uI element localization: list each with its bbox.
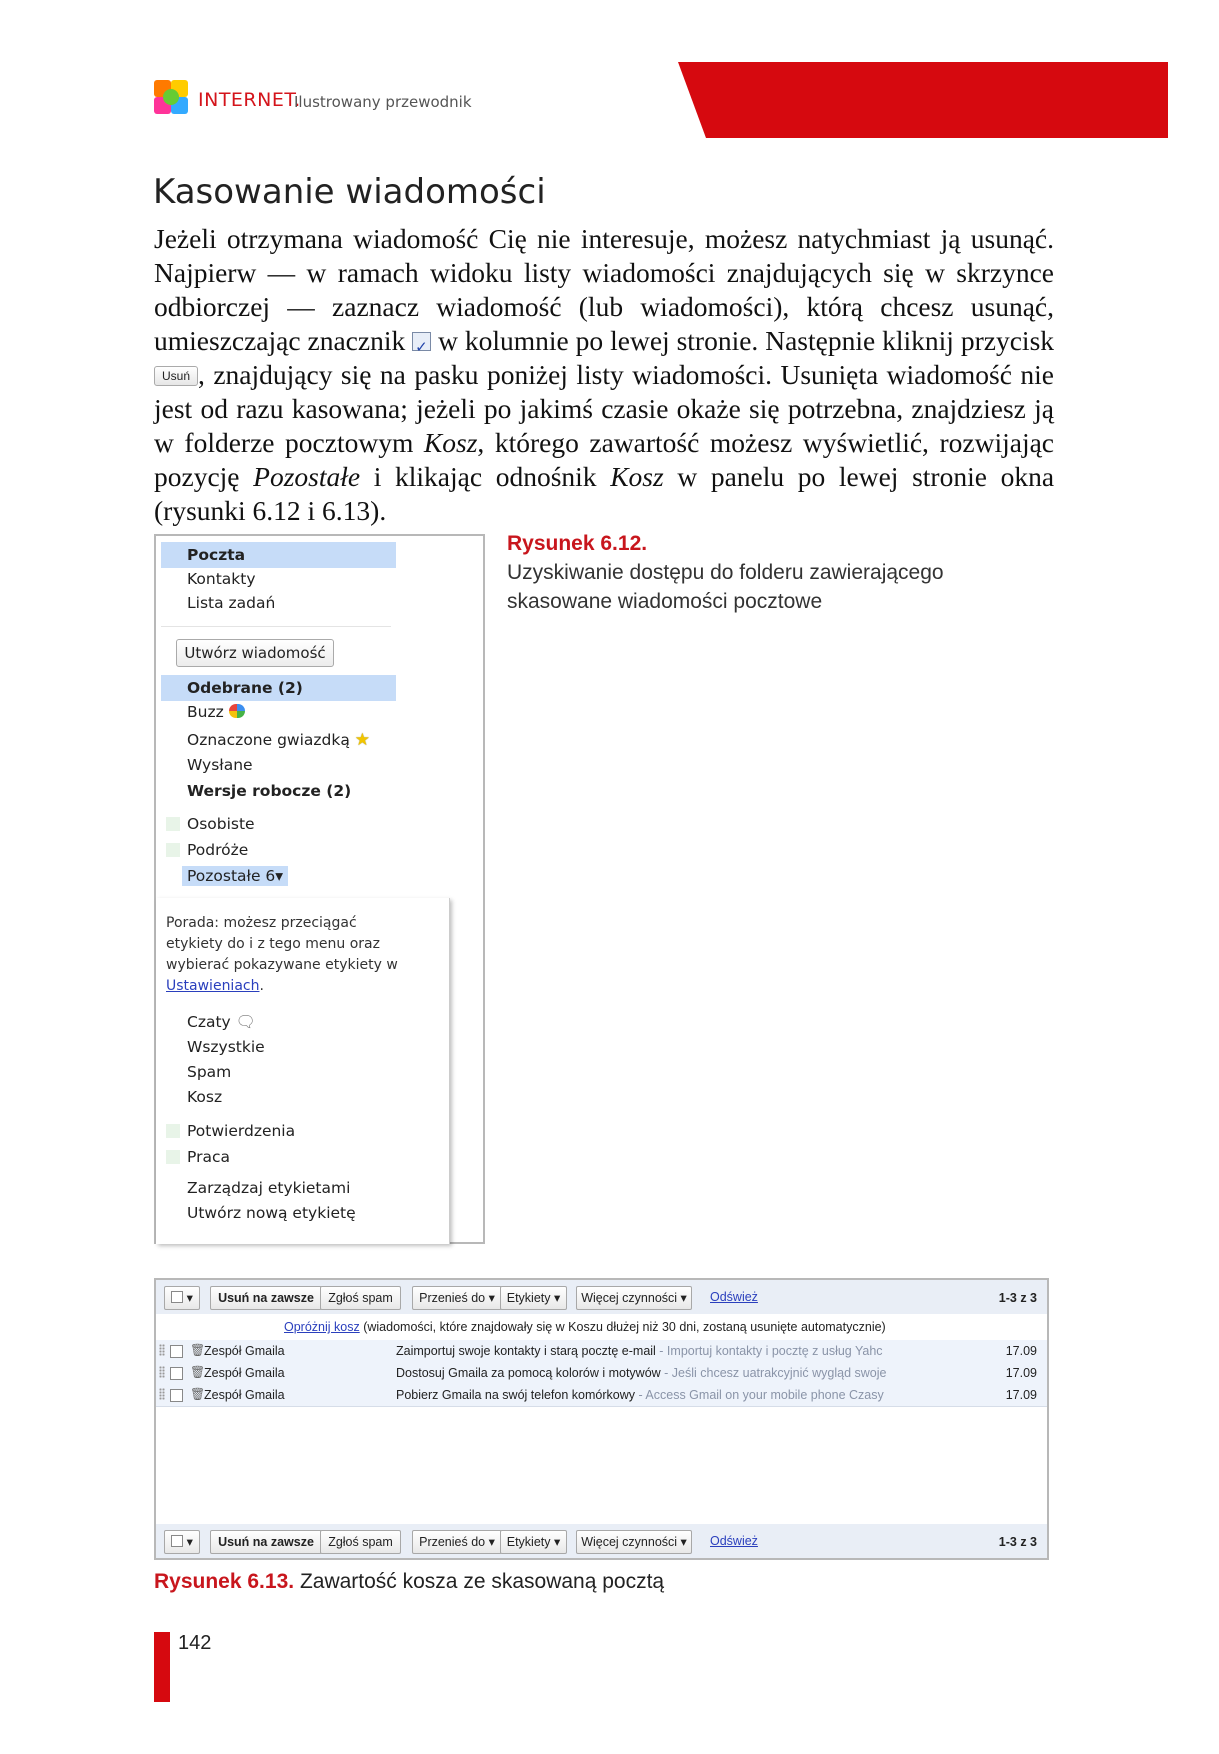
nav-mail[interactable]: Poczta: [187, 546, 246, 564]
message-row[interactable]: [156, 1340, 1047, 1363]
label-color-swatch: [166, 1124, 180, 1138]
text-part: i klikając odnośnik: [373, 461, 597, 492]
create-label-link[interactable]: Utwórz nową etykietę: [187, 1204, 356, 1222]
select-checkbox-icon: [171, 1291, 183, 1303]
figure-6-13-caption-text: Zawartość kosza ze skasowaną pocztą: [299, 1570, 665, 1593]
text-part: w kolumnie po lewej stronie. Następnie kliknij przycisk: [438, 325, 1055, 356]
row-checkbox[interactable]: [170, 1389, 183, 1402]
select-arrow: ▾: [186, 1291, 193, 1305]
item-name-pozostale: Pozostałe: [253, 461, 361, 492]
folder-inbox[interactable]: Odebrane (2): [187, 679, 303, 697]
tip-line: [166, 976, 398, 997]
figure-6-13-caption-title: Rysunek 6.13.: [154, 1570, 295, 1593]
trash-icon: 🗑: [190, 1387, 206, 1401]
row-checkbox[interactable]: [170, 1367, 183, 1380]
compose-button[interactable]: Utwórz wiadomość: [176, 639, 334, 667]
tip-line: wybierać pokazywane etykiety w: [166, 957, 398, 973]
refresh-link[interactable]: Odśwież: [710, 1534, 758, 1548]
label-podroze[interactable]: Podróże: [187, 841, 249, 859]
link-name-kosz: Kosz: [610, 461, 664, 492]
nav-tasks[interactable]: Lista zadań: [187, 594, 276, 612]
header-red-band: [678, 62, 1168, 138]
message-count: 1-3 z 3: [998, 1291, 1037, 1305]
text-part: Jeżeli otrzymana wiadomość Cię nie interesuje, możesz natychmiast ją usunąć. Najpierw — w ramach widoku listy wiadomości znajdujących się w skrzynce odbiorczej — zaznacz wiadomość (lub wiadomości), którą chcesz usunąć, umieszczając znacznik: [154, 223, 1054, 356]
tip-end: .: [259, 978, 264, 994]
delete-forever-button[interactable]: Usuń na zawsze: [210, 1286, 322, 1310]
tip-text: [166, 913, 398, 997]
message-sender: Zespół Gmaila: [204, 1388, 285, 1402]
message-subject-line: [396, 1344, 883, 1358]
move-to-button[interactable]: Przenieś do ▾: [412, 1286, 502, 1310]
message-snippet: - Access Gmail on your mobile phone Czasy: [635, 1388, 884, 1402]
star-icon: ★: [354, 730, 371, 750]
message-subject: Pobierz Gmaila na swój telefon komórkowy: [396, 1388, 635, 1402]
text-part: , którego zawartość możesz wyświetlić, rozwijając pozycję: [154, 427, 1054, 492]
folder-all[interactable]: Wszystkie: [187, 1038, 265, 1056]
figure-6-12-gmail-sidebar: [154, 534, 485, 1244]
tip-line: Porada: możesz przeciągać: [166, 915, 357, 931]
folder-trash[interactable]: Kosz: [187, 1088, 223, 1106]
section-title: Kasowanie wiadomości: [153, 172, 546, 212]
move-to-button[interactable]: Przenieś do ▾: [412, 1530, 502, 1554]
trash-icon: 🗑: [190, 1365, 206, 1379]
message-subject-line: [396, 1388, 884, 1402]
figure-6-13-trash-view: [154, 1278, 1049, 1560]
brand-title: INTERNET.: [198, 89, 301, 111]
select-dropdown[interactable]: [164, 1286, 200, 1310]
delete-forever-button[interactable]: Usuń na zawsze: [210, 1530, 322, 1554]
label-praca[interactable]: Praca: [187, 1148, 230, 1166]
buzz-label: Buzz: [187, 703, 224, 721]
settings-link[interactable]: Ustawieniach: [166, 978, 260, 994]
report-spam-button[interactable]: Zgłoś spam: [320, 1530, 401, 1554]
logo-piece: [163, 89, 179, 105]
buzz-icon: [229, 704, 245, 718]
checkbox-icon: [412, 332, 431, 351]
labels-button[interactable]: Etykiety ▾: [500, 1286, 567, 1310]
divider: [161, 626, 391, 627]
refresh-link[interactable]: Odśwież: [710, 1290, 758, 1304]
message-date: 17.09: [1005, 1366, 1037, 1380]
select-checkbox-icon: [171, 1535, 183, 1547]
message-snippet: - Jeśli chcesz uatrakcyjnić wygląd swoje: [660, 1366, 887, 1380]
label-potwierdzenia[interactable]: Potwierdzenia: [187, 1122, 296, 1140]
folder-drafts[interactable]: Wersje robocze (2): [187, 782, 352, 800]
drag-handle-icon[interactable]: [159, 1388, 165, 1400]
chats-label: Czaty: [187, 1013, 231, 1031]
message-snippet: - Importuj kontakty i pocztę z usług Yahc: [655, 1344, 883, 1358]
label-osobiste[interactable]: Osobiste: [187, 815, 255, 833]
trash-icon: 🗑: [190, 1343, 206, 1357]
brand-logo: [154, 80, 188, 114]
folder-sent[interactable]: Wysłane: [187, 756, 253, 774]
figure-6-13-caption: [154, 1570, 664, 1594]
drag-handle-icon[interactable]: [159, 1366, 165, 1378]
text-part: , znajdujący się na pasku poniżej listy wiadomości. Usunięta wiadomość nie jest od razu kasowana; jeżeli po jakimś czasie okaże się potrzebna, znajdziesz ją w folderze pocztowym: [154, 359, 1054, 458]
more-actions-button[interactable]: Więcej czynności ▾: [576, 1530, 692, 1554]
more-actions-button[interactable]: Więcej czynności ▾: [576, 1286, 692, 1310]
folder-chats[interactable]: [187, 1012, 256, 1031]
label-color-swatch: [166, 843, 180, 857]
toolbar-top: [156, 1280, 1047, 1314]
report-spam-button[interactable]: Zgłoś spam: [320, 1286, 401, 1310]
page-number: 142: [178, 1632, 212, 1654]
select-dropdown[interactable]: [164, 1530, 200, 1554]
message-row[interactable]: [156, 1362, 1047, 1385]
folder-spam[interactable]: Spam: [187, 1063, 232, 1081]
manage-labels-link[interactable]: Zarządzaj etykietami: [187, 1179, 351, 1197]
more-labels-toggle[interactable]: Pozostałe 6▾: [182, 866, 288, 886]
brand-subtitle: Ilustrowany przewodnik: [294, 93, 472, 111]
empty-trash-link[interactable]: Opróżnij kosz: [284, 1320, 360, 1334]
row-checkbox[interactable]: [170, 1345, 183, 1358]
message-subject: Zaimportuj swoje kontakty i starą pocztę e-mail: [396, 1344, 656, 1358]
tip-line: etykiety do i z tego menu oraz: [166, 936, 380, 952]
label-color-swatch: [166, 1150, 180, 1164]
figure-6-12-caption-title: Rysunek 6.12.: [507, 532, 648, 555]
message-row[interactable]: [156, 1384, 1047, 1407]
folder-buzz[interactable]: [187, 703, 245, 721]
message-date: 17.09: [1005, 1388, 1037, 1402]
delete-button-image: Usuń: [154, 366, 198, 386]
toolbar-bottom: [156, 1524, 1047, 1558]
message-sender: Zespół Gmaila: [204, 1366, 285, 1380]
figure-6-12-caption-text: Uzyskiwanie dostępu do folderu zawierającego skasowane wiadomości pocztowe: [507, 561, 944, 613]
text-part: w panelu po lewej stronie okna (rysunki 6.12 i 6.13).: [154, 461, 1055, 526]
page-marker-bar: [154, 1632, 170, 1702]
folder-name-kosz: Kosz: [423, 427, 478, 458]
starred-label: Oznaczone gwiazdką: [187, 731, 350, 749]
chat-bubble-icon: 🗨: [235, 1012, 256, 1031]
message-sender: Zespół Gmaila: [204, 1344, 285, 1358]
label-color-swatch: [166, 817, 180, 831]
message-count: 1-3 z 3: [998, 1535, 1037, 1549]
select-arrow: ▾: [186, 1535, 193, 1549]
drag-handle-icon[interactable]: [159, 1344, 165, 1356]
labels-button[interactable]: Etykiety ▾: [500, 1530, 567, 1554]
folder-starred[interactable]: [187, 730, 370, 750]
nav-contacts[interactable]: Kontakty: [187, 570, 256, 588]
empty-trash-bar: [284, 1320, 886, 1334]
message-subject: Dostosuj Gmaila za pomocą kolorów i motywów: [396, 1366, 661, 1380]
message-subject-line: [396, 1366, 887, 1380]
more-labels-dropdown: [156, 898, 450, 1244]
message-date: 17.09: [1005, 1344, 1037, 1358]
empty-trash-note: (wiadomości, które znajdowały się w Koszu dłużej niż 30 dni, zostaną usunięte automatycznie): [363, 1320, 886, 1334]
body-paragraph: [154, 222, 1054, 528]
